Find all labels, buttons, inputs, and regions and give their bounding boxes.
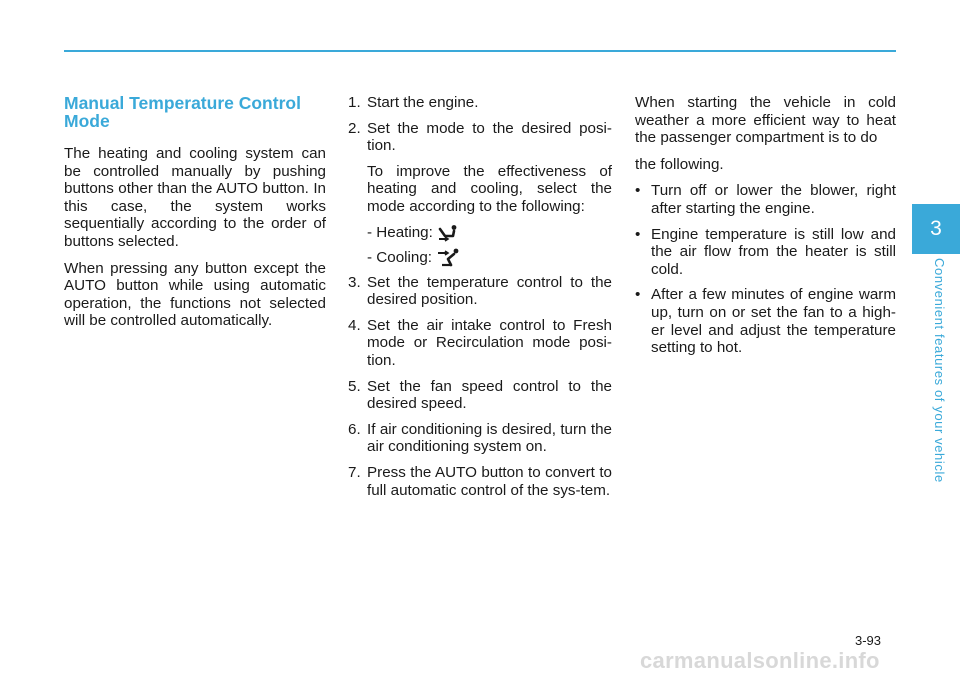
cooling-mode: - Cooling:: [348, 248, 612, 268]
bullet-dot: •: [635, 286, 641, 304]
bullet-dot: •: [635, 225, 641, 243]
header-rule: [64, 50, 896, 52]
list-item: 7. Press the AUTO button to convert to full automatic control of the sys-tem.: [348, 463, 612, 499]
chapter-tab: 3: [912, 204, 960, 254]
cold-weather-intro: When starting the vehicle in cold weather a more efficient way to heat the passenger compartment is to do: [635, 94, 896, 147]
mode-note: To improve the effectiveness of heating and cooling, select the mode according to the following:: [367, 162, 612, 215]
list-item: 2. Set the mode to the desired posi-tion.: [348, 119, 612, 155]
list-item: • Turn off or lower the blower, right after starting the engine.: [635, 182, 896, 217]
list-item: 4. Set the air intake control to Fresh mode or Recirculation mode posi-tion.: [348, 316, 612, 369]
list-item: 3. Set the temperature control to the desired position.: [348, 273, 612, 309]
face-airflow-icon: [436, 248, 462, 268]
list-item: • After a few minutes of engine warm up, turn on or set the fan to a high-er level and adjust the temperature setting to hot.: [635, 286, 896, 357]
auto-paragraph: When pressing any button except the AUTO button while using automatic operation, the functions not selected will be controlled automatically.: [64, 259, 326, 330]
column-middle: [348, 94, 612, 507]
steps-list: [348, 94, 612, 155]
steps-list-cont: [348, 274, 612, 500]
list-item: 1. Start the engine.: [348, 94, 479, 111]
intro-paragraph: The heating and cooling system can be controlled manually by pushing buttons other than the AUTO button. In this case, the system works sequentially according to the order of buttons selected.: [64, 145, 326, 250]
column-left: [64, 94, 326, 339]
list-item: 5. Set the fan speed control to the desired speed.: [348, 377, 612, 413]
cold-weather-intro-cont: the following.: [635, 155, 724, 173]
column-right: [635, 94, 896, 365]
page-number: 3-93: [855, 633, 882, 648]
floor-airflow-icon: [437, 224, 459, 242]
list-item: 6. If air conditioning is desired, turn the air conditioning system on.: [348, 420, 612, 456]
section-heading: Manual Temperature Control Mode: [64, 93, 301, 131]
watermark: carmanualsonline.info: [640, 648, 880, 673]
bullet-dot: •: [635, 182, 641, 200]
heating-mode: - Heating:: [348, 224, 612, 242]
chapter-label: Convenient features of your vehicle: [932, 258, 947, 483]
list-item: • Engine temperature is still low and the air flow from the heater is still cold.: [635, 225, 896, 278]
